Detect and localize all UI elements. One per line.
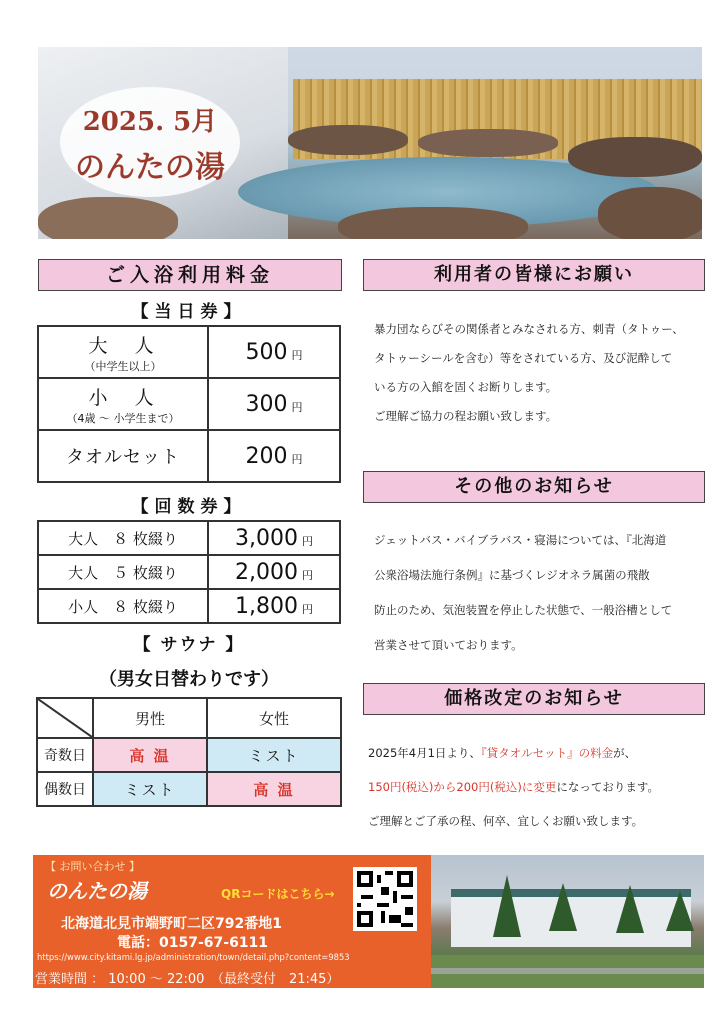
fee-label-cell [38, 430, 208, 482]
coupon-heading: 【回数券】 [131, 497, 247, 517]
text-line: ジェットバス・バイブラバス・寝湯については、『北海道 [374, 533, 667, 547]
fee-title: ご入浴利用料金 [38, 259, 342, 291]
fee-price: 500 [245, 339, 288, 365]
rock [38, 197, 178, 239]
sauna-note: （男女日替わりです） [99, 669, 279, 690]
other-notice-text [374, 523, 704, 663]
phone-number: 電話：0157-67-6111 [117, 935, 269, 951]
day-label: 偶数日 [37, 772, 93, 806]
sauna-high-temp: 高 温 [93, 738, 207, 772]
coupon-label: 大人 ８ 枚綴り [38, 521, 208, 555]
sauna-heading: 【 サウナ 】 [133, 635, 245, 655]
fee-label-cell [38, 378, 208, 430]
day-ticket-table [37, 325, 341, 483]
table-row [38, 326, 340, 378]
tree [549, 883, 577, 931]
business-hours: 営業時間 ： 10:00 ～ 22:00 （最終受付 21:45） [35, 972, 340, 987]
table-row [38, 378, 340, 430]
text-span: 2025年4月1日より、 [368, 746, 481, 760]
fee-price-cell [208, 430, 340, 482]
road [431, 968, 704, 974]
contact-label: 【 お問い合わせ 】 [45, 860, 140, 873]
fee-price-cell [208, 378, 340, 430]
sauna-mist: ミスト [207, 738, 341, 772]
fee-label: タオルセット [66, 447, 180, 468]
rock [598, 187, 702, 239]
fee-price: 200 [245, 443, 288, 469]
price-change-text [368, 736, 708, 838]
text-span: になっております。 [556, 780, 659, 794]
text-line [368, 736, 708, 770]
table-row [37, 772, 341, 806]
coupon-unit: 円 [301, 602, 313, 616]
tree [666, 891, 694, 931]
diagonal-line [38, 699, 92, 737]
other-notice-title: その他のお知らせ [363, 471, 705, 503]
table-row [38, 555, 340, 589]
qr-code-icon[interactable] [353, 867, 417, 931]
rock [338, 207, 528, 239]
coupon-price-cell [208, 555, 340, 589]
coupon-unit: 円 [301, 534, 313, 548]
text-line: いる方の入館を固くお断りします。 [374, 380, 558, 394]
fee-sublabel: （4歳 ～ 小学生まで） [66, 411, 180, 425]
coupon-table [37, 520, 341, 624]
text-line: ご理解ご協力の程お願い致します。 [374, 409, 558, 423]
contact-panel [33, 855, 431, 988]
col-header-male: 男性 [93, 698, 207, 738]
table-row [37, 738, 341, 772]
text-line: 営業させて頂いております。 [374, 638, 523, 652]
coupon-label: 小人 ８ 枚綴り [38, 589, 208, 623]
rock [288, 125, 408, 155]
request-title: 利用者の皆様にお願い [363, 259, 705, 291]
day-label: 奇数日 [37, 738, 93, 772]
highlight-text: 『貸タオルセット』の料金 [480, 746, 614, 760]
coupon-unit: 円 [301, 568, 313, 582]
tree [616, 885, 644, 933]
sauna-table [36, 697, 342, 807]
sauna-high-temp: 高 温 [207, 772, 341, 806]
qr-caption: QRコードはこちら→ [221, 887, 335, 901]
coupon-price-cell [208, 521, 340, 555]
coupon-price: 1,800 [235, 593, 298, 619]
coupon-price-cell [208, 589, 340, 623]
coupon-price: 2,000 [235, 559, 298, 585]
fee-label-cell [38, 326, 208, 378]
rock [418, 129, 558, 157]
request-text [374, 315, 704, 431]
fee-unit: 円 [291, 400, 303, 414]
fee-price: 300 [245, 391, 288, 417]
day-ticket-heading: 【当日券】 [131, 302, 247, 322]
hero-title-badge [60, 87, 240, 197]
table-row [38, 430, 340, 482]
fee-unit: 円 [291, 452, 303, 466]
coupon-price: 3,000 [235, 525, 298, 551]
table-row [38, 589, 340, 623]
coupon-label: 大人 ５ 枚綴り [38, 555, 208, 589]
text-line [368, 770, 708, 804]
sauna-mist: ミスト [93, 772, 207, 806]
hero-year-month: 2025. 5月 [82, 107, 218, 137]
text-line: 防止のため、気泡装置を停止した状態で、一般浴槽として [374, 603, 673, 617]
diagonal-corner-cell [37, 698, 93, 738]
facility-name: のんたの湯 [47, 879, 147, 903]
fee-label: 小 人 [88, 386, 158, 409]
col-header-female: 女性 [207, 698, 341, 738]
table-row [37, 698, 341, 738]
fee-label: 大 人 [88, 334, 158, 357]
address: 北海道北見市端野町二区792番地1 [61, 916, 282, 932]
fee-unit: 円 [291, 348, 303, 362]
text-line: ご理解とご了承の程、何卒、宜しくお願い致します。 [368, 814, 644, 828]
hero-photo [38, 47, 702, 239]
highlight-text: 150円(税込)から200円(税込)に変更 [368, 780, 557, 794]
fee-price-cell [208, 326, 340, 378]
text-line: 公衆浴場法施行条例』に基づくレジオネラ属菌の飛散 [374, 568, 650, 582]
text-line: 暴力団ならびその関係者とみなされる方、刺青（タトゥー、 [374, 322, 684, 336]
hero-facility-name: のんたの湯 [75, 150, 225, 185]
fee-sublabel: （中学生以上） [84, 359, 162, 373]
qr-pattern [353, 867, 417, 931]
table-row [38, 521, 340, 555]
website-link[interactable]: https://www.city.kitami.lg.jp/administration/town/detail.php?content=9853 [37, 952, 350, 962]
text-span: が、 [613, 746, 637, 760]
text-line: タトゥーシールを含む）等をされている方、及び泥酔して [374, 351, 673, 365]
price-change-title: 価格改定のお知らせ [363, 683, 705, 715]
tree [493, 875, 521, 937]
facility-photo [431, 855, 704, 988]
rock [568, 137, 702, 177]
